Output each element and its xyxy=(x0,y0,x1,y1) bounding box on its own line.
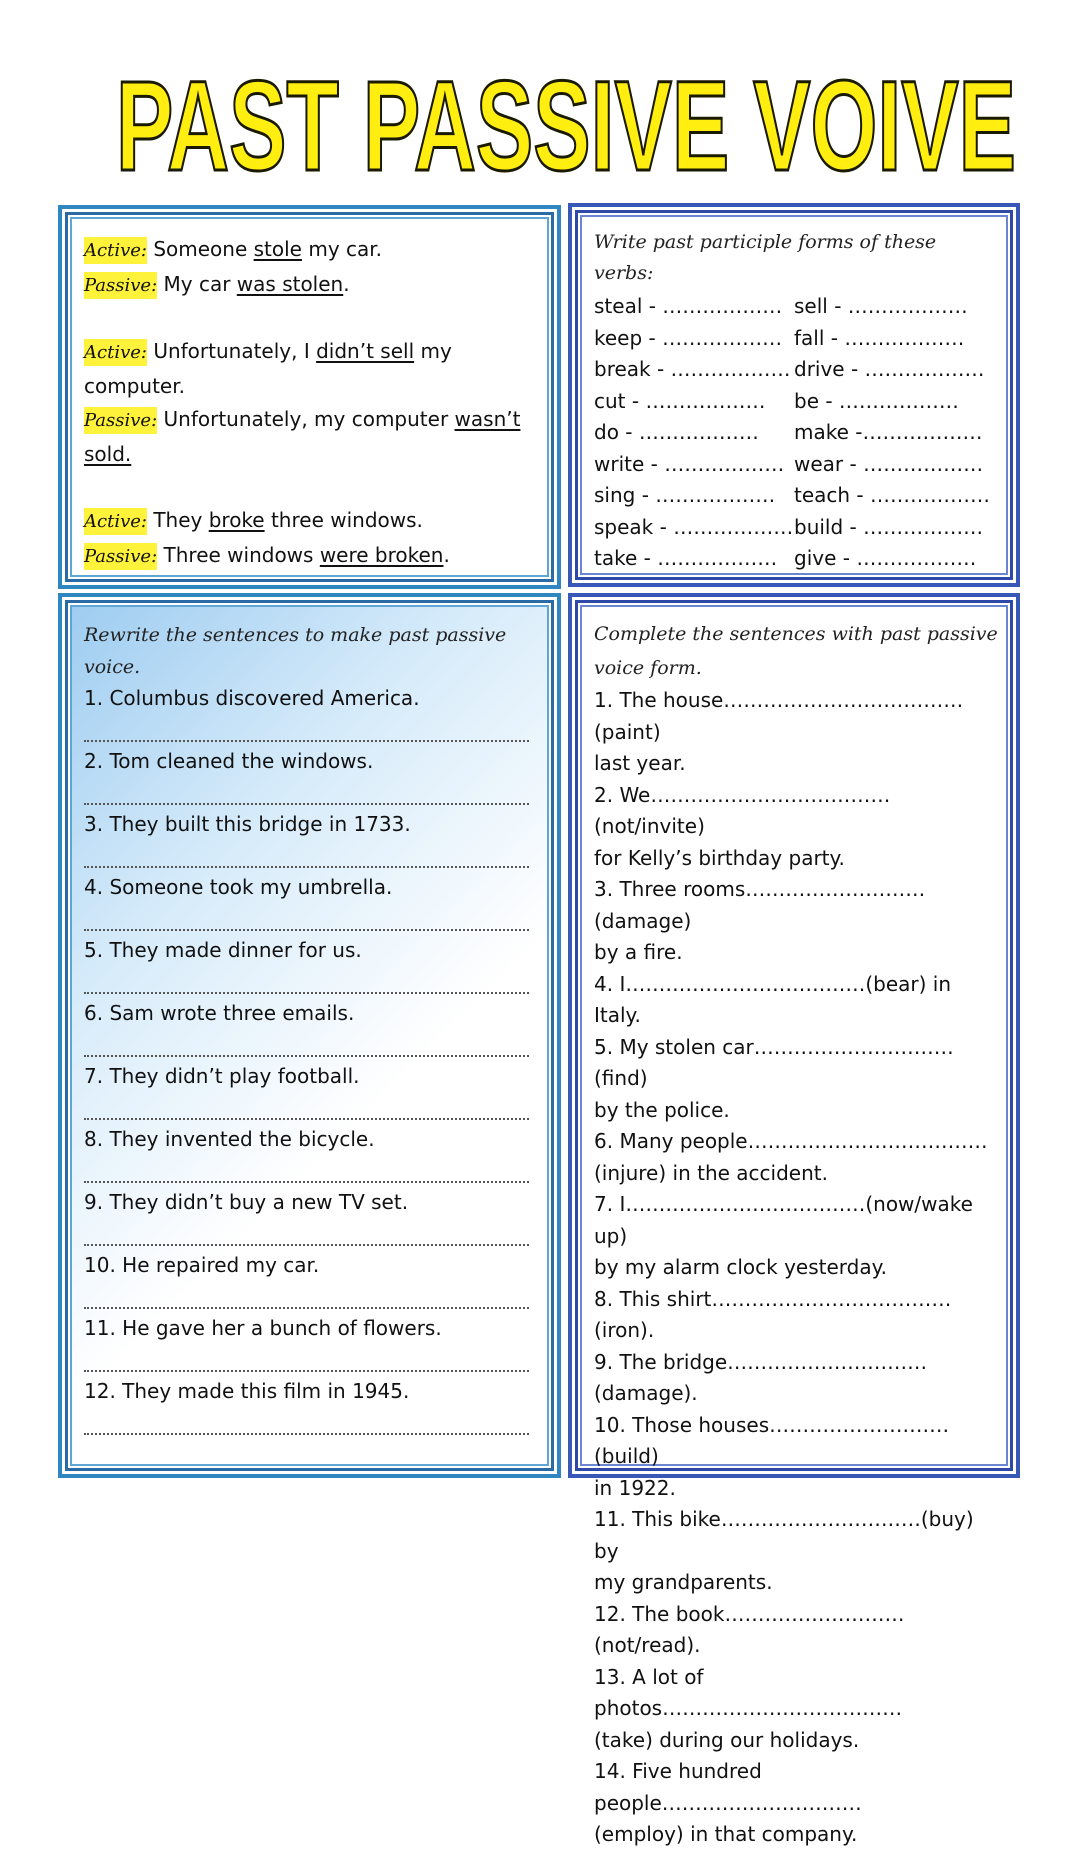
complete-line: 9. The bridge…………………………(damage). xyxy=(594,1349,928,1405)
answer-line[interactable] xyxy=(84,1029,529,1057)
verb-item: write - ……………… xyxy=(594,451,785,476)
answer-line[interactable] xyxy=(84,1407,529,1435)
rewrite-sentence: 12. They made this film in 1945. xyxy=(84,1379,410,1403)
rewrite-sentence: 9. They didn’t buy a new TV set. xyxy=(84,1190,409,1214)
complete-line: 6. Many people……………………………… xyxy=(594,1129,988,1153)
rewrite-sentence: 1. Columbus discovered America. xyxy=(84,686,420,710)
participles-instruction: Write past participle forms of these verbs: xyxy=(594,231,937,284)
underlined-verb: broke xyxy=(208,508,265,532)
answer-line[interactable] xyxy=(84,1155,529,1183)
verb-item: fall - ……………… xyxy=(794,325,965,350)
example-line xyxy=(84,268,539,303)
underlined-verb: was stolen xyxy=(236,271,344,296)
example-text: Three windows xyxy=(157,542,320,567)
rewrite-sentence: 11. He gave her a bunch of flowers. xyxy=(84,1316,442,1340)
complete-line: last year. xyxy=(594,751,686,775)
complete-line: (injure) in the accident. xyxy=(594,1160,828,1185)
examples-list xyxy=(84,233,539,573)
page-title: PAST PASSIVE VOIVE xyxy=(116,58,1016,180)
underlined-verb: were broken xyxy=(319,542,444,567)
rewrite-sentence: 5. They made dinner for us. xyxy=(84,938,362,962)
rewrite-sentence: 4. Someone took my umbrella. xyxy=(84,875,393,899)
rewrite-sentence: 8. They invented the bicycle. xyxy=(84,1127,375,1151)
example-text: my car. xyxy=(301,237,383,261)
example-text: My car xyxy=(157,271,237,296)
page-title-banner xyxy=(112,58,1022,180)
active-label: Active: xyxy=(84,508,147,535)
complete-line: 1. The house………………………………(paint) xyxy=(594,688,964,744)
complete-line: 3. Three rooms………………………(damage) xyxy=(594,877,926,933)
complete-line: 11. This bike…………………………(buy) by xyxy=(594,1507,974,1563)
example-text: . xyxy=(343,271,350,296)
verb-item: wear - ……………… xyxy=(794,451,984,476)
answer-line[interactable] xyxy=(84,1218,529,1246)
passive-label: Passive: xyxy=(84,407,157,434)
answer-line[interactable] xyxy=(84,714,529,742)
complete-line: for Kelly’s birthday party. xyxy=(594,845,845,870)
complete-instruction: Complete the sentences with past passive voice form. xyxy=(594,623,998,679)
example-text: three windows. xyxy=(264,508,423,532)
rewrite-sentence: 2. Tom cleaned the windows. xyxy=(84,749,374,773)
rewrite-sentence: 6. Sam wrote three emails. xyxy=(84,1001,355,1025)
answer-line[interactable] xyxy=(84,966,529,994)
example-line xyxy=(84,539,539,574)
example-text: Unfortunately, I xyxy=(146,339,317,363)
complete-line: 5. My stolen car…………………………(find) xyxy=(594,1034,954,1090)
complete-line: (employ) in that company. xyxy=(594,1822,858,1846)
complete-line: 14. Five hundred people………………………… xyxy=(594,1759,862,1815)
spacer xyxy=(84,471,539,504)
complete-line: 10. Those houses………………………(build) xyxy=(594,1412,950,1468)
rewrite-sentence: 10. He repaired my car. xyxy=(84,1253,320,1277)
verb-item: teach - ……………… xyxy=(794,483,991,507)
rewrite-sentence: 3. They built this bridge in 1733. xyxy=(84,812,411,836)
example-line xyxy=(84,233,539,268)
verb-item: cut - ……………… xyxy=(594,388,766,413)
verb-item: steal - ……………… xyxy=(594,294,783,318)
example-text: Unfortunately, my computer xyxy=(157,407,455,431)
answer-line[interactable] xyxy=(84,777,529,805)
verb-item: build - ……………… xyxy=(794,514,984,539)
examples-box xyxy=(58,205,561,589)
active-label: Active: xyxy=(84,237,147,264)
spacer xyxy=(84,302,539,335)
verb-item: take - ……………… xyxy=(594,546,778,570)
verb-item: speak - ……………… xyxy=(594,514,794,539)
verb-item: keep - ……………… xyxy=(594,325,783,350)
complete-line: 12. The book………………………(not/read). xyxy=(594,1601,905,1657)
active-label: Active: xyxy=(84,339,147,366)
complete-line: my grandparents. xyxy=(594,1570,773,1594)
participles-box xyxy=(568,203,1020,587)
underlined-verb: stole xyxy=(253,237,302,261)
verb-item: sing - ……………… xyxy=(594,483,776,507)
complete-line: by my alarm clock yesterday. xyxy=(594,1255,887,1279)
verb-item: drive - ……………… xyxy=(794,357,985,381)
example-text: They xyxy=(146,508,209,532)
verb-item: sell - ……………… xyxy=(794,294,968,318)
verb-item: be - ……………… xyxy=(794,388,959,413)
complete-line: 7. I………………………………(now/wake up) xyxy=(594,1192,973,1248)
complete-line: 4. I………………………………(bear) in Italy. xyxy=(594,971,952,1027)
example-line xyxy=(84,403,539,471)
complete-line: 13. A lot of photos……………………………… xyxy=(594,1664,903,1720)
underlined-verb: didn’t sell xyxy=(316,339,415,363)
verb-item: do - ……………… xyxy=(594,420,759,444)
rewrite-list xyxy=(84,683,539,1435)
passive-label: Passive: xyxy=(84,272,157,299)
complete-line: 2. We………………………………(not/invite) xyxy=(594,782,891,838)
complete-line: 8. This shirt………………………………(iron). xyxy=(594,1286,952,1342)
complete-box xyxy=(568,593,1020,1846)
complete-line: in 1922. xyxy=(594,1475,676,1500)
underlined-verb: wasn’t sold. xyxy=(84,407,521,466)
verb-item: break - ……………… xyxy=(594,357,791,381)
rewrite-sentence: 7. They didn’t play football. xyxy=(84,1064,360,1088)
complete-line: by the police. xyxy=(594,1097,730,1122)
complete-line: (take) during our holidays. xyxy=(594,1727,860,1752)
example-line xyxy=(84,335,539,403)
rewrite-box xyxy=(58,593,561,1478)
complete-line: by a fire. xyxy=(594,940,683,964)
verb-item: give - ……………… xyxy=(794,546,977,570)
rewrite-instruction: Rewrite the sentences to make past passive voice. xyxy=(84,624,507,678)
verb-item: make -……………… xyxy=(794,420,983,444)
verbs-grid xyxy=(594,291,998,575)
answer-line[interactable] xyxy=(84,840,529,868)
example-line xyxy=(84,504,539,539)
example-text: . xyxy=(443,542,450,567)
example-text: my computer. xyxy=(84,339,452,398)
passive-label: Passive: xyxy=(84,543,157,570)
answer-line[interactable] xyxy=(84,1092,529,1120)
answer-line[interactable] xyxy=(84,1344,529,1372)
answer-line[interactable] xyxy=(84,1281,529,1309)
complete-list xyxy=(594,685,998,1851)
example-text: Someone xyxy=(146,237,254,261)
answer-line[interactable] xyxy=(84,903,529,931)
